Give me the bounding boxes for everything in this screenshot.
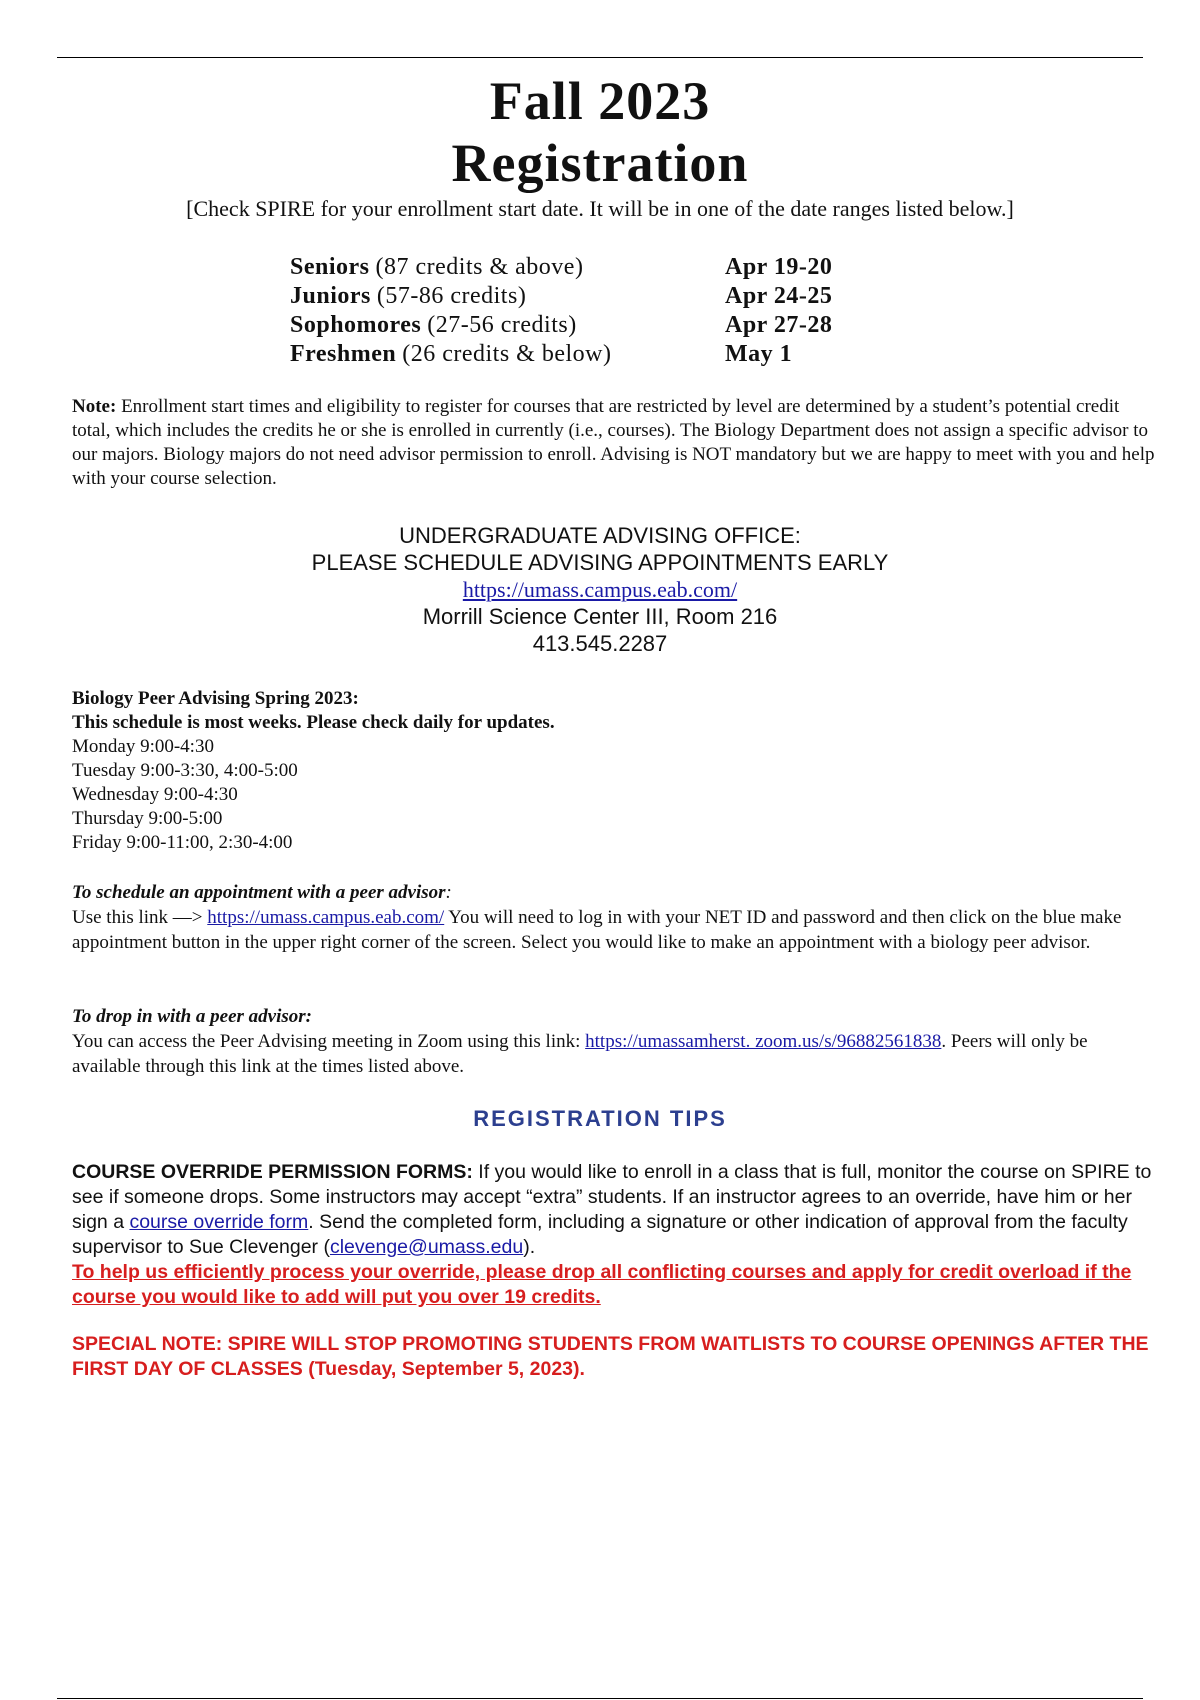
schedule-appointment-section <box>72 880 1160 955</box>
dropin-prefix: You can access the Peer Advising meeting in Zoom using this link: <box>72 1031 586 1052</box>
office-heading: UNDERGRADUATE ADVISING OFFICE: <box>399 523 801 548</box>
override-section <box>72 1160 1160 1310</box>
note-label: Note: <box>72 396 117 417</box>
enrollment-date: Apr 24-25 <box>725 283 833 309</box>
hours-item: Tuesday 9:00-3:30, 4:00-5:00 <box>72 760 298 781</box>
enrollment-row <box>290 312 833 341</box>
title-line-1: Fall 2023 <box>489 71 711 131</box>
title-line-2: Registration <box>451 133 749 193</box>
hours-item: Monday 9:00-4:30 <box>72 736 214 757</box>
enrollment-row <box>290 254 833 283</box>
enrollment-dates-table <box>290 254 833 370</box>
credit-range: (26 credits & below) <box>402 341 612 367</box>
override-warning: To help us efficiently process your override, please drop all conflicting courses and apply for credit overload if the course you would like to add will put you over 19 credits. <box>72 1261 1132 1308</box>
office-subheading: PLEASE SCHEDULE ADVISING APPOINTMENTS EARLY <box>311 550 889 575</box>
eab-link[interactable]: https://umass.campus.eab.com/ <box>207 907 445 928</box>
special-note: SPECIAL NOTE: SPIRE WILL STOP PROMOTING STUDENTS FROM WAITLISTS TO COURSE OPENINGS AFTER THE FIRST DAY OF CLASSES (Tuesday, September 5, 2023). <box>72 1333 1149 1380</box>
enrollment-note <box>72 395 1160 491</box>
class-level: Seniors <box>290 254 370 280</box>
page-title <box>0 70 1200 194</box>
class-level: Sophomores <box>290 312 422 338</box>
dropin-text: . Peers will only be available through this link at the times listed above. <box>72 1031 1088 1077</box>
schedule-heading: To schedule an appointment with a peer advisor <box>72 882 446 903</box>
advising-link[interactable]: https://umass.campus.eab.com/ <box>462 577 738 602</box>
enrollment-date: Apr 27-28 <box>725 312 833 338</box>
override-text-3: ). <box>523 1236 536 1258</box>
override-label: COURSE OVERRIDE PERMISSION FORMS: <box>72 1161 473 1183</box>
peer-advising-hours <box>72 687 1160 855</box>
registration-tips-heading: REGISTRATION TIPS <box>473 1106 727 1131</box>
schedule-text: You will need to log in with your NET ID and password and then click on the blue make appointment button in the upper right corner of the screen. Select you would like to make an appointment with a biology peer advisor. <box>72 907 1122 953</box>
bottom-rule <box>57 1698 1143 1699</box>
hours-item: Friday 9:00-11:00, 2:30-4:00 <box>72 832 293 853</box>
office-location: Morrill Science Center III, Room 216 <box>422 604 778 629</box>
top-rule <box>57 57 1143 58</box>
peer-heading: Biology Peer Advising Spring 2023: <box>72 688 359 709</box>
credit-range: (87 credits & above) <box>375 254 584 280</box>
drop-in-section <box>72 1004 1160 1079</box>
credit-range: (27-56 credits) <box>427 312 577 338</box>
zoom-link[interactable]: https://umassamherst. zoom.us/s/96882561838 <box>585 1031 942 1052</box>
enrollment-row <box>290 341 793 370</box>
enrollment-date: May 1 <box>725 341 793 367</box>
class-level: Freshmen <box>290 341 397 367</box>
override-form-link[interactable]: course override form <box>129 1211 309 1233</box>
subtitle: [Check SPIRE for your enrollment start date. It will be in one of the date ranges listed below.] <box>186 196 1014 221</box>
advising-office <box>0 522 1200 657</box>
override-text-2: . Send the completed form, including a signature or other indication of approval from the faculty supervisor to Sue Clevenger ( <box>72 1211 1128 1258</box>
schedule-heading-colon: : <box>445 882 452 903</box>
office-phone: 413.545.2287 <box>532 631 668 656</box>
enrollment-date: Apr 19-20 <box>725 254 833 280</box>
credit-range: (57-86 credits) <box>376 283 527 309</box>
hours-item: Wednesday 9:00-4:30 <box>72 784 238 805</box>
override-text-1: If you would like to enroll in a class that is full, monitor the course on SPIRE to see if someone drops. Some instructors may accept “extra” students. If an instructor agrees to an override, have him or her sign a <box>72 1161 1152 1233</box>
schedule-prefix: Use this link —> <box>72 907 208 928</box>
note-text: Enrollment start times and eligibility to register for courses that are restricted by level are determined by a student’s potential credit total, which includes the credits he or she is enrolled in currently (i.e., courses). The Biology Department does not assign a specific advisor to our majors. Biology majors do not need advisor permission to enroll. Advising is NOT mandatory but we are happy to meet with you and help with your course selection. <box>72 396 1155 489</box>
hours-item: Thursday 9:00-5:00 <box>72 808 223 829</box>
class-level: Juniors <box>290 283 371 309</box>
email-link[interactable]: clevenge@umass.edu <box>329 1236 524 1258</box>
dropin-heading: To drop in with a peer advisor: <box>72 1006 312 1027</box>
enrollment-row <box>290 283 833 312</box>
peer-subheading: This schedule is most weeks. Please check daily for updates. <box>72 712 555 733</box>
